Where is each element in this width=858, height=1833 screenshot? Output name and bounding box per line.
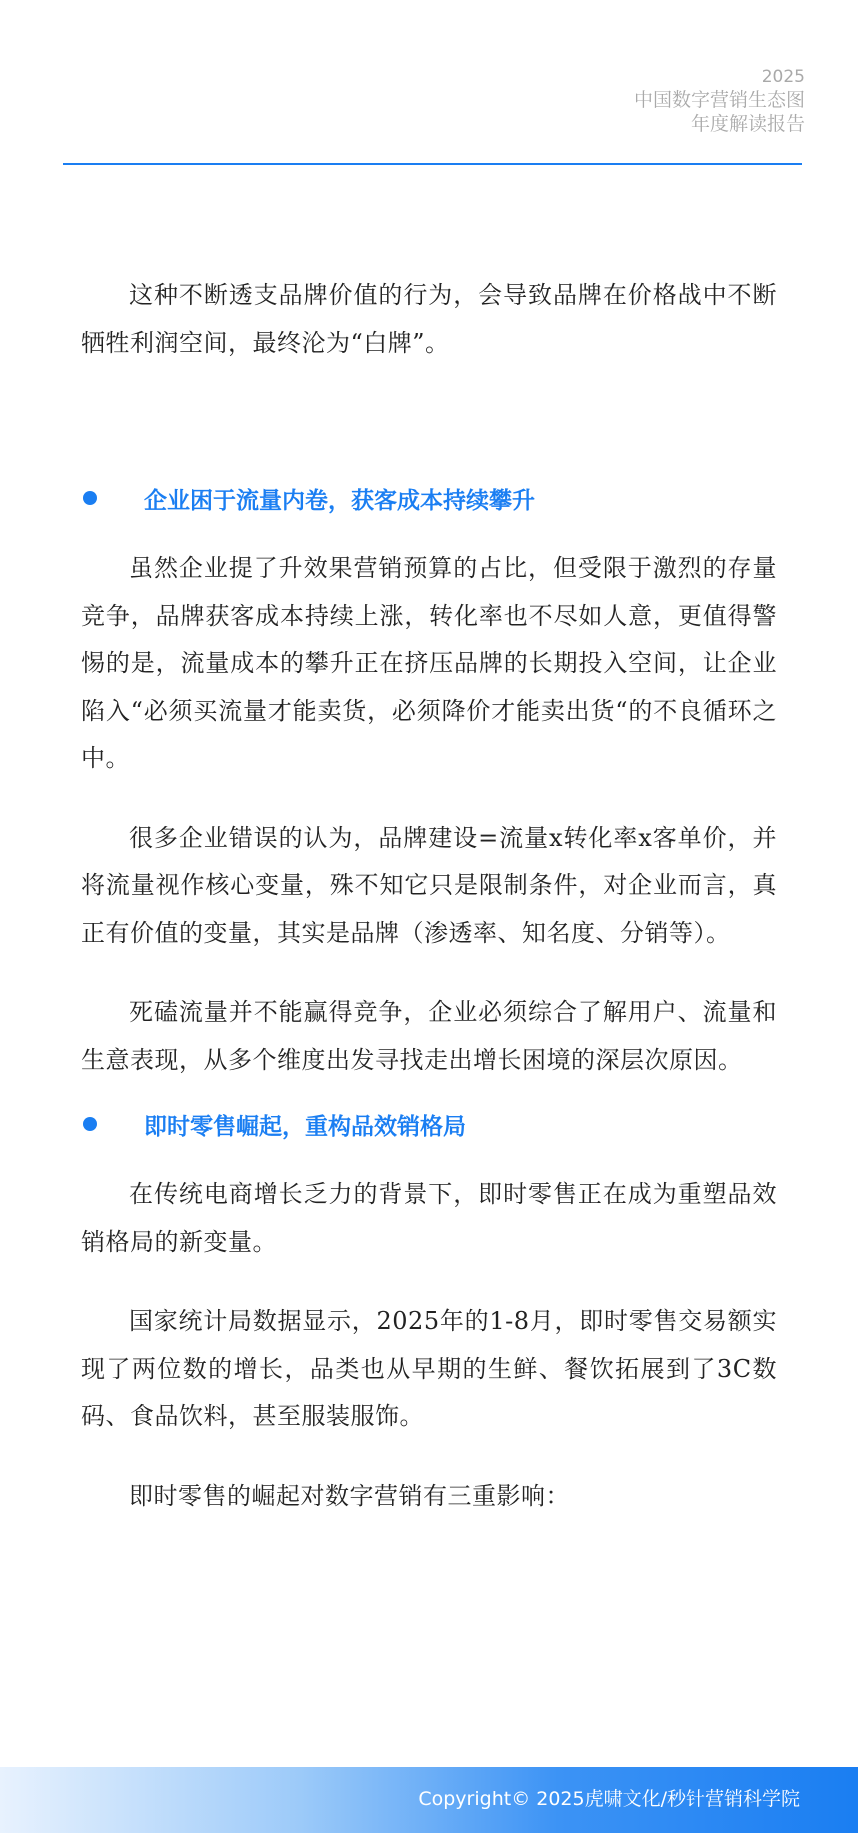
paragraph: 在传统电商增长乏力的背景下，即时零售正在成为重塑品效销格局的新变量。: [81, 1180, 777, 1256]
header-title-line1: 中国数字营销生态图: [633, 89, 805, 111]
paragraph: 很多企业错误的认为，品牌建设=流量x转化率x客单价，并将流量视作核心变量，殊不知它只是限制条件，对企业而言，真正有价值的变量，其实是品牌（渗透率、知名度、分销等）。: [81, 823, 777, 947]
paragraph: 虽然企业提了升效果营销预算的占比，但受限于激烈的存量竞争，品牌获客成本持续上涨，转化率也不尽如人意，更值得警惕的是，流量成本的攀升正在挤压品牌的长期投入空间，让企业陷入“必须买流量才能卖货，必须降价才能卖出货“的不良循环之中。: [81, 554, 777, 772]
section-heading-traffic: [81, 478, 777, 518]
header-divider: [63, 163, 802, 165]
report-header: [634, 66, 805, 136]
bullet-dot-icon: [83, 1117, 97, 1131]
paragraph: 即时零售的崛起对数字营销有三重影响：: [129, 1481, 570, 1510]
footer-bar: [0, 1767, 858, 1833]
header-title-line2: 年度解读报告: [690, 113, 805, 135]
section-title: 即时零售崛起，重构品效销格局: [144, 1113, 466, 1140]
section-title: 企业困于流量内卷，获客成本持续攀升: [144, 487, 535, 514]
copyright-text: Copyright© 2025虎啸文化/秒针营销科学院: [418, 1788, 800, 1810]
paragraph: 国家统计局数据显示，2025年的1-8月，即时零售交易额实现了两位数的增长，品类也从早期的生鲜、餐饮拓展到了3C数码、食品饮料，甚至服装服饰。: [81, 1307, 777, 1430]
article-body: [81, 272, 777, 1520]
intro-paragraph: 这种不断透支品牌价值的行为，会导致品牌在价格战中不断牺牲利润空间，最终沦为“白牌”。: [81, 281, 777, 357]
section-heading-instant-retail: [81, 1104, 777, 1144]
header-year: 2025: [761, 67, 805, 87]
paragraph: 死磕流量并不能赢得竞争，企业必须综合了解用户、流量和生意表现，从多个维度出发寻找走出增长困境的深层次原因。: [81, 998, 777, 1074]
bullet-dot-icon: [83, 491, 97, 505]
